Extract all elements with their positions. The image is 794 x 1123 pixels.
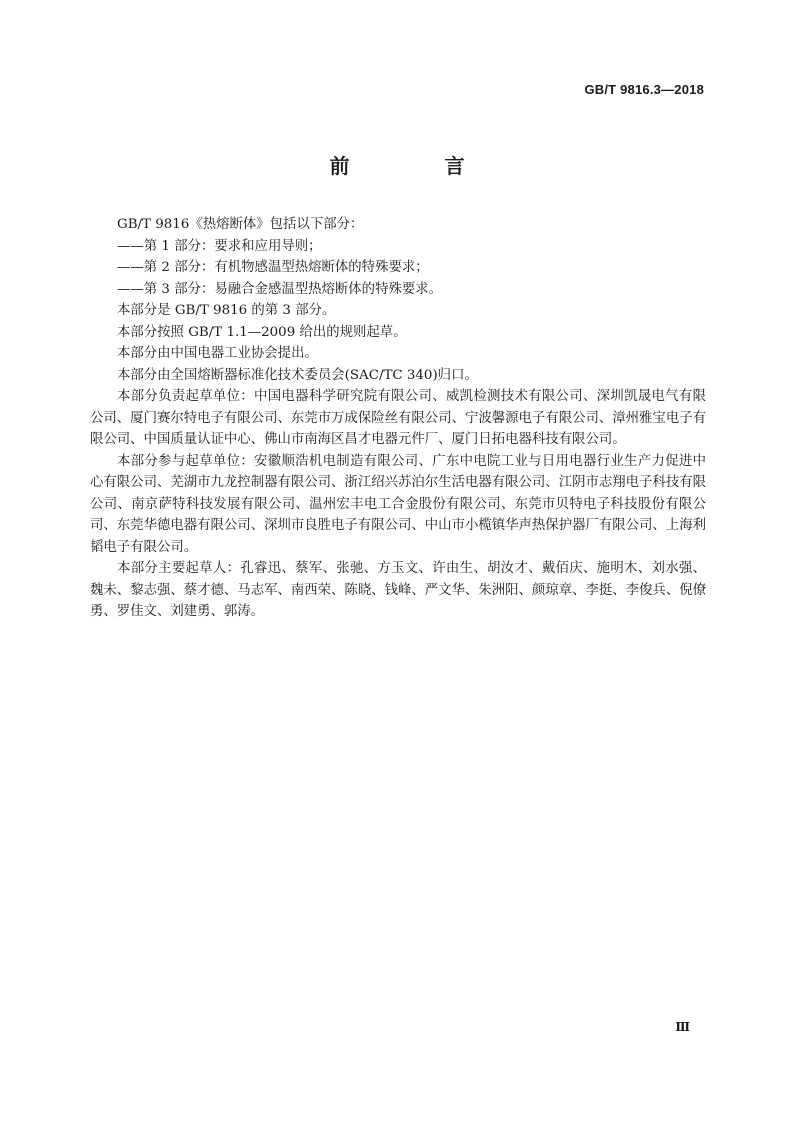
paragraph-participating-drafters: 本部分参与起草单位：安徽顺浩机电制造有限公司、广东中电院工业与日用电器行业生产力促进中心有限公司、芜湖市九龙控制器有限公司、浙江绍兴苏泊尔生活电器有限公司、江阴市志翔电子科技有限公司、南京萨特科技发展有限公司、温州宏丰电工合金股份有限公司、东莞市贝特电子科技股份有限公司、东莞华德电器有限公司、深圳市良胜电子有限公司、中山市小榄镇华声热保护器厂有限公司、上海利韬电子有限公司。 xyxy=(90,453,706,555)
standard-code: GB/T 9816.3—2018 xyxy=(584,82,704,97)
paragraph-part-3: ——第 3 部分：易融合金感温型热熔断体的特殊要求。 xyxy=(117,281,443,297)
foreword-body xyxy=(90,214,706,623)
page-title: 前 言 xyxy=(329,154,509,178)
paragraph-parts-intro: GB/T 9816《热熔断体》包括以下部分： xyxy=(117,217,364,232)
paragraph-drafting-rules: 本部分按照 GB/T 1.1—2009 给出的规则起草。 xyxy=(117,324,407,340)
paragraph-lead-drafters: 本部分负责起草单位：中国电器科学研究院有限公司、威凯检测技术有限公司、深圳凯晟电气有限公司、厦门赛尔特电子有限公司、东莞市万成保险丝有限公司、宁波馨源电子有限公司、漳州雅宝电子有限公司、中国质量认证中心、佛山市南海区昌才电器元件厂、厦门日拓电器科技有限公司。 xyxy=(90,389,706,447)
paragraph-part-2: ——第 2 部分：有机物感温型热熔断体的特殊要求； xyxy=(117,260,429,275)
paragraph-main-drafters: 本部分主要起草人：孔睿迅、蔡军、张驰、方玉文、许由生、胡汝才、戴佰庆、施明木、刘水强、魏未、黎志强、蔡才德、马志军、南西荣、陈晓、钱峰、严文华、朱洲阳、颜琼章、李挺、李俊兵、倪僚勇、罗佳文、刘建勇、郭涛。 xyxy=(90,561,706,619)
paragraph-part-1: ——第 1 部分：要求和应用导则； xyxy=(117,238,322,254)
paragraph-administered-by: 本部分由全国熔断器标准化技术委员会(SAC/TC 340)归口。 xyxy=(117,367,478,383)
paragraph-this-part: 本部分是 GB/T 9816 的第 3 部分。 xyxy=(117,303,336,318)
page-number: Ⅲ xyxy=(675,1020,690,1034)
paragraph-proposed-by: 本部分由中国电器工业协会提出。 xyxy=(117,346,318,361)
